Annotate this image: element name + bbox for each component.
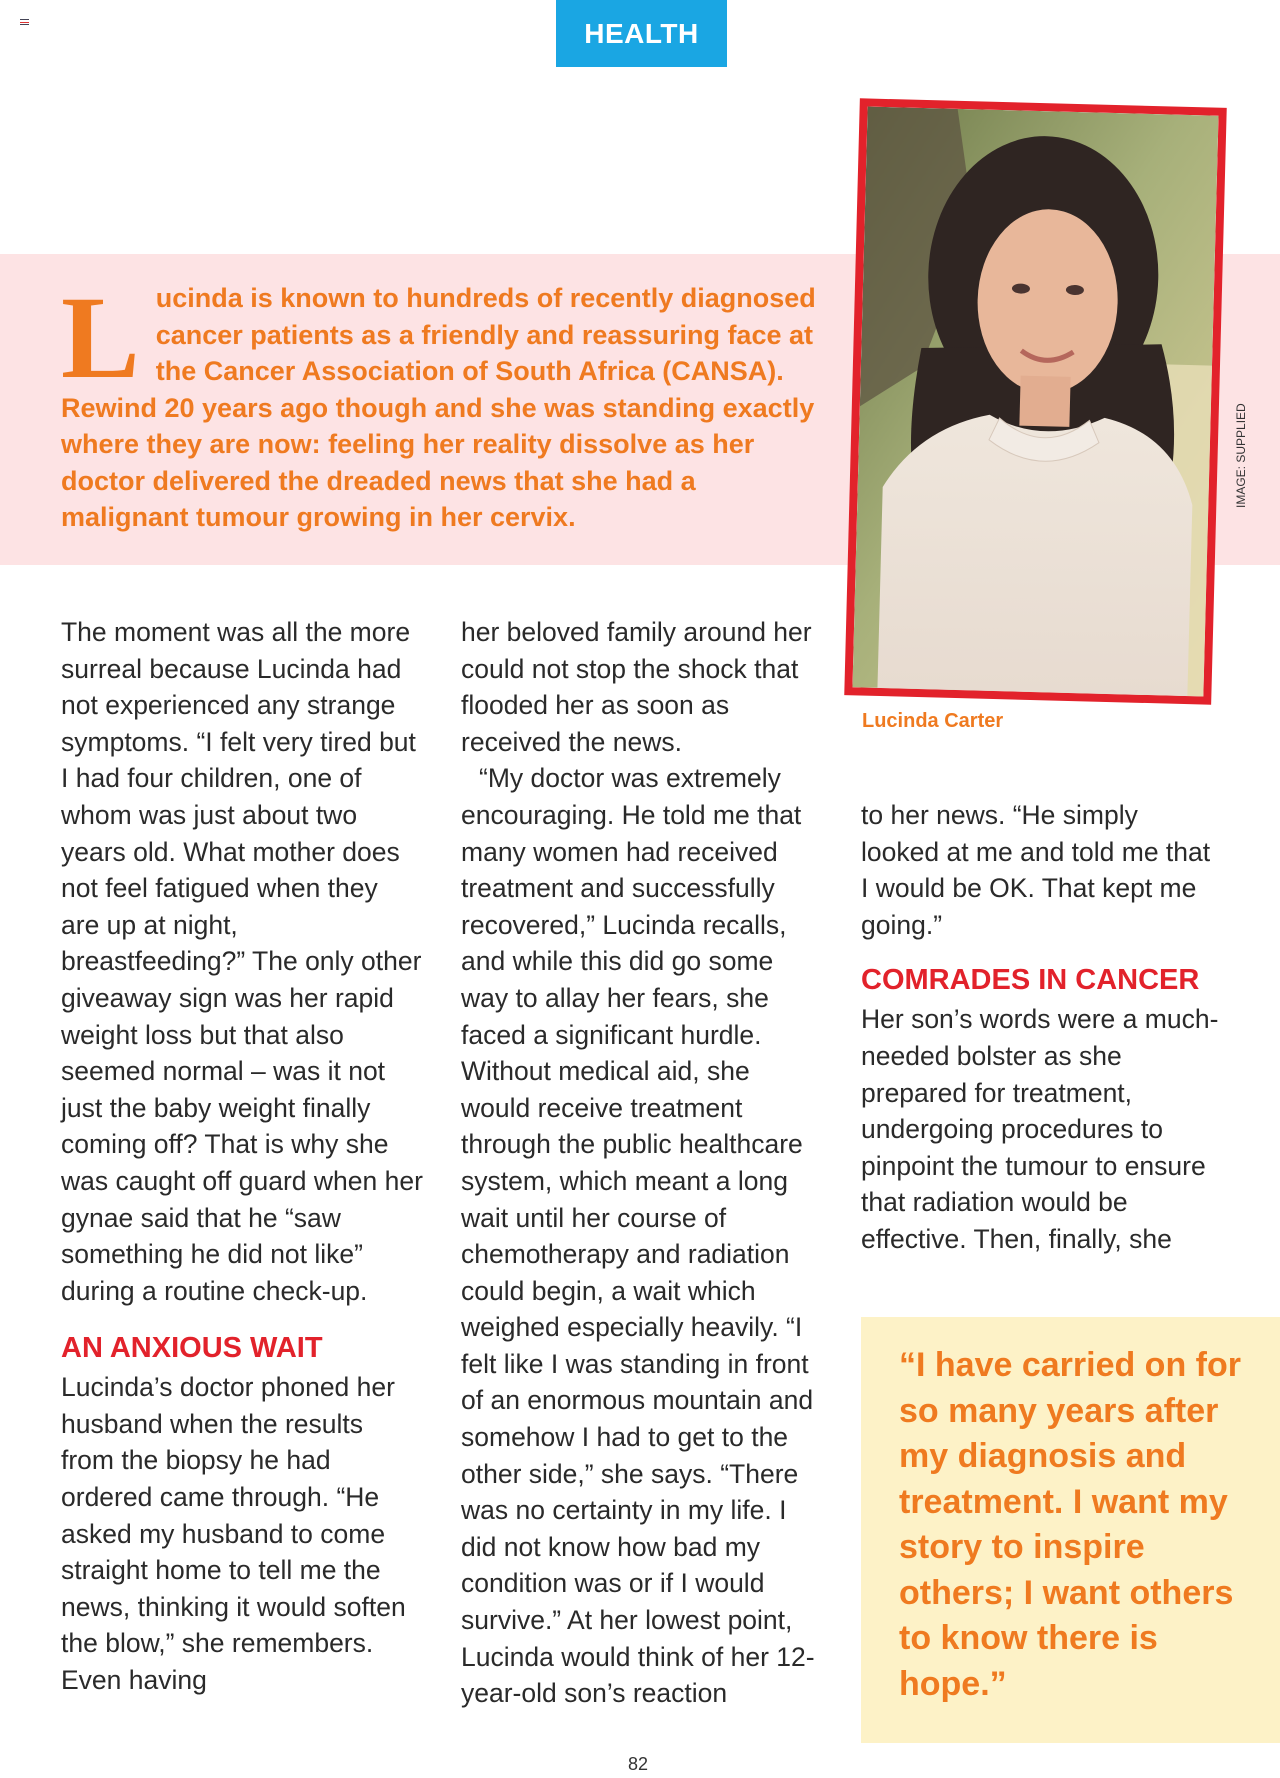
pull-quote: “I have carried on for so many years after my diagnosis and treatment. I want my story to inspire others; I want others to know there is hope.” — [899, 1346, 1241, 1703]
photo-credit: IMAGE: SUPPLIED — [1234, 403, 1248, 508]
column-2 — [461, 614, 823, 1712]
menu-icon[interactable] — [20, 19, 29, 25]
portrait-photo — [844, 98, 1227, 704]
body-paragraph: “My doctor was extremely encouraging. He told me that many women had received treatment and successfully recovered,” Lucinda recalls, and while this did go some way to allay her fears, she faced a significant hurdle. Without medical aid, she would receive treatment through the public healthcare system, which meant a long wait until her course of chemotherapy and radiation could begin, a wait which weighed especially heavily. “I felt like I was standing in front of an enormous mountain and somehow I had to get to the other side,” she says. “There was no certainty in my life. I did not know how bad my condition was or if I would survive.” At her lowest point, Lucinda would think of her 12-year-old son’s reaction — [461, 763, 815, 1709]
column-1 — [61, 614, 423, 1699]
section-tab: HEALTH — [556, 0, 727, 67]
body-paragraph: to her news. “He simply looked at me and told me that I would be OK. That kept me going.” — [861, 800, 1211, 940]
subheading-anxious-wait: AN ANXIOUS WAIT — [61, 1332, 323, 1365]
intro-text: ucinda is known to hundreds of recently diagnosed cancer patients as a friendly and reassuring face at the Cancer Association of South Africa (CANSA). Rewind 20 years ago though and she was standing exactly where they are now: feeling her reality dissolve as her doctor delivered the dreaded news that she had a malignant tumour growing in her cervix. — [61, 283, 816, 532]
portrait-image — [852, 107, 1218, 697]
body-paragraph: Lucinda’s doctor phoned her husband when the results from the biopsy he had ordered came through. “He asked my husband to come straight home to tell me the news, thinking it would soften the blow,” she remembers. Even having — [61, 1372, 406, 1696]
intro-paragraph — [61, 272, 821, 536]
subheading-comrades-in-cancer: COMRADES IN CANCER — [861, 964, 1200, 997]
column-3 — [861, 797, 1223, 1258]
body-paragraph: The moment was all the more surreal because Lucinda had not experienced any strange symptoms. “I felt very tired but I had four children, one of whom was just about two years old. What mother does not feel fatigued when they are up at night, breastfeeding?” The only other giveaway sign was her rapid weight loss but that also seemed normal – was it not just the baby weight finally coming off? That is why she was caught off guard when her gynae said that he “saw something he did not like” during a routine check-up. — [61, 617, 423, 1306]
body-paragraph: Her son’s words were a much-needed bolster as she prepared for treatment, undergoing procedures to pinpoint the tumour to ensure that radiation would be effective. Then, finally, she — [861, 1004, 1219, 1254]
body-paragraph: her beloved family around her could not stop the shock that flooded her as soon as received the news. — [461, 617, 812, 757]
photo-caption: Lucinda Carter — [862, 710, 1004, 732]
drop-cap: L — [61, 272, 140, 403]
page-number: 82 — [628, 1754, 649, 1774]
